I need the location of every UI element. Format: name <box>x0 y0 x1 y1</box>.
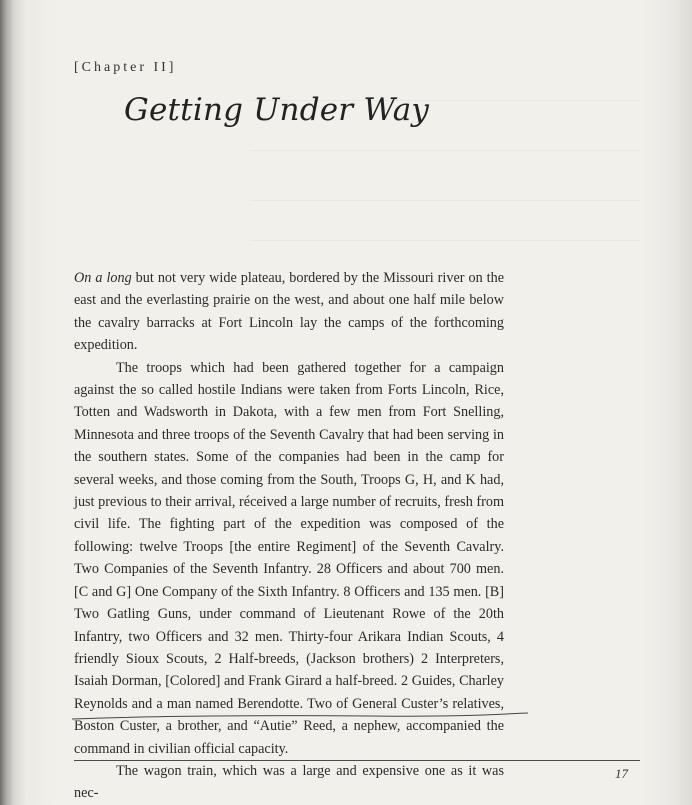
body-text <box>74 267 504 805</box>
paragraph-text: The troops which had been gathered together for a campaign against the so called hostile Indians were taken from Forts Lincoln, Rice, Totten and Wadsworth in Dakota, with a few men from Fort Snelling, Minnesota and three troops of the Seventh Cavalry that had been serving in the southern states. Some of the companies had been in the camp for several weeks, and those coming from the South, Troops G, H, and K had, just previous to their arrival, réceived a large number of recruits, fresh from civil life. The fighting part of the expedition was composed of the following: twelve Troops [the entire Regiment] of the Seventh Cavalry. Two Companies of the Seventh Infantry. 28 Officers and about 700 men. [C and G] One Company of the Sixth Infantry. 8 Officers and 135 men. [B] Two Gatling Guns, under command of Lieutenant Rowe of the 20th Infantry, two Officers and 32 men. Thirty-four Arikara Indian Scouts, 4 friendly Sioux Scouts, 2 Half-breeds, (Jackson brothers) 2 Interpreters, Isaiah Dorman, [Colored] and Frank Girard a half-breed. 2 Guides, Charley Reynolds and a man named Berendotte. Two of General Custer’s relatives, Boston Custer, a brother, and “Autie” Reed, a nephew, accompanied the command in civilian official capacity. <box>74 359 504 757</box>
pen-underline-mark <box>70 712 530 724</box>
paragraph-3 <box>74 760 504 805</box>
paragraph-1 <box>74 267 504 357</box>
paragraph-2 <box>74 357 504 760</box>
bleed-through-line <box>250 240 640 241</box>
footer-rule <box>74 760 640 761</box>
chapter-title: Getting Under Way <box>124 92 430 128</box>
paragraph-lead-italic: On a long <box>74 270 132 286</box>
bleed-through-line <box>250 200 640 201</box>
paragraph-text: but not very wide plateau, bordered by the Missouri river on the east and the everlasting prairie on the west, and about one half mile below the cavalry barracks at Fort Lincoln lay the camps of the forthcoming expedition. <box>74 270 505 354</box>
page-number: 17 <box>615 766 628 781</box>
chapter-label: [Chapter II] <box>74 60 177 75</box>
paragraph-text: The wagon train, which was a large and expensive one as it was nec- <box>74 762 504 802</box>
bleed-through-line <box>250 150 640 151</box>
